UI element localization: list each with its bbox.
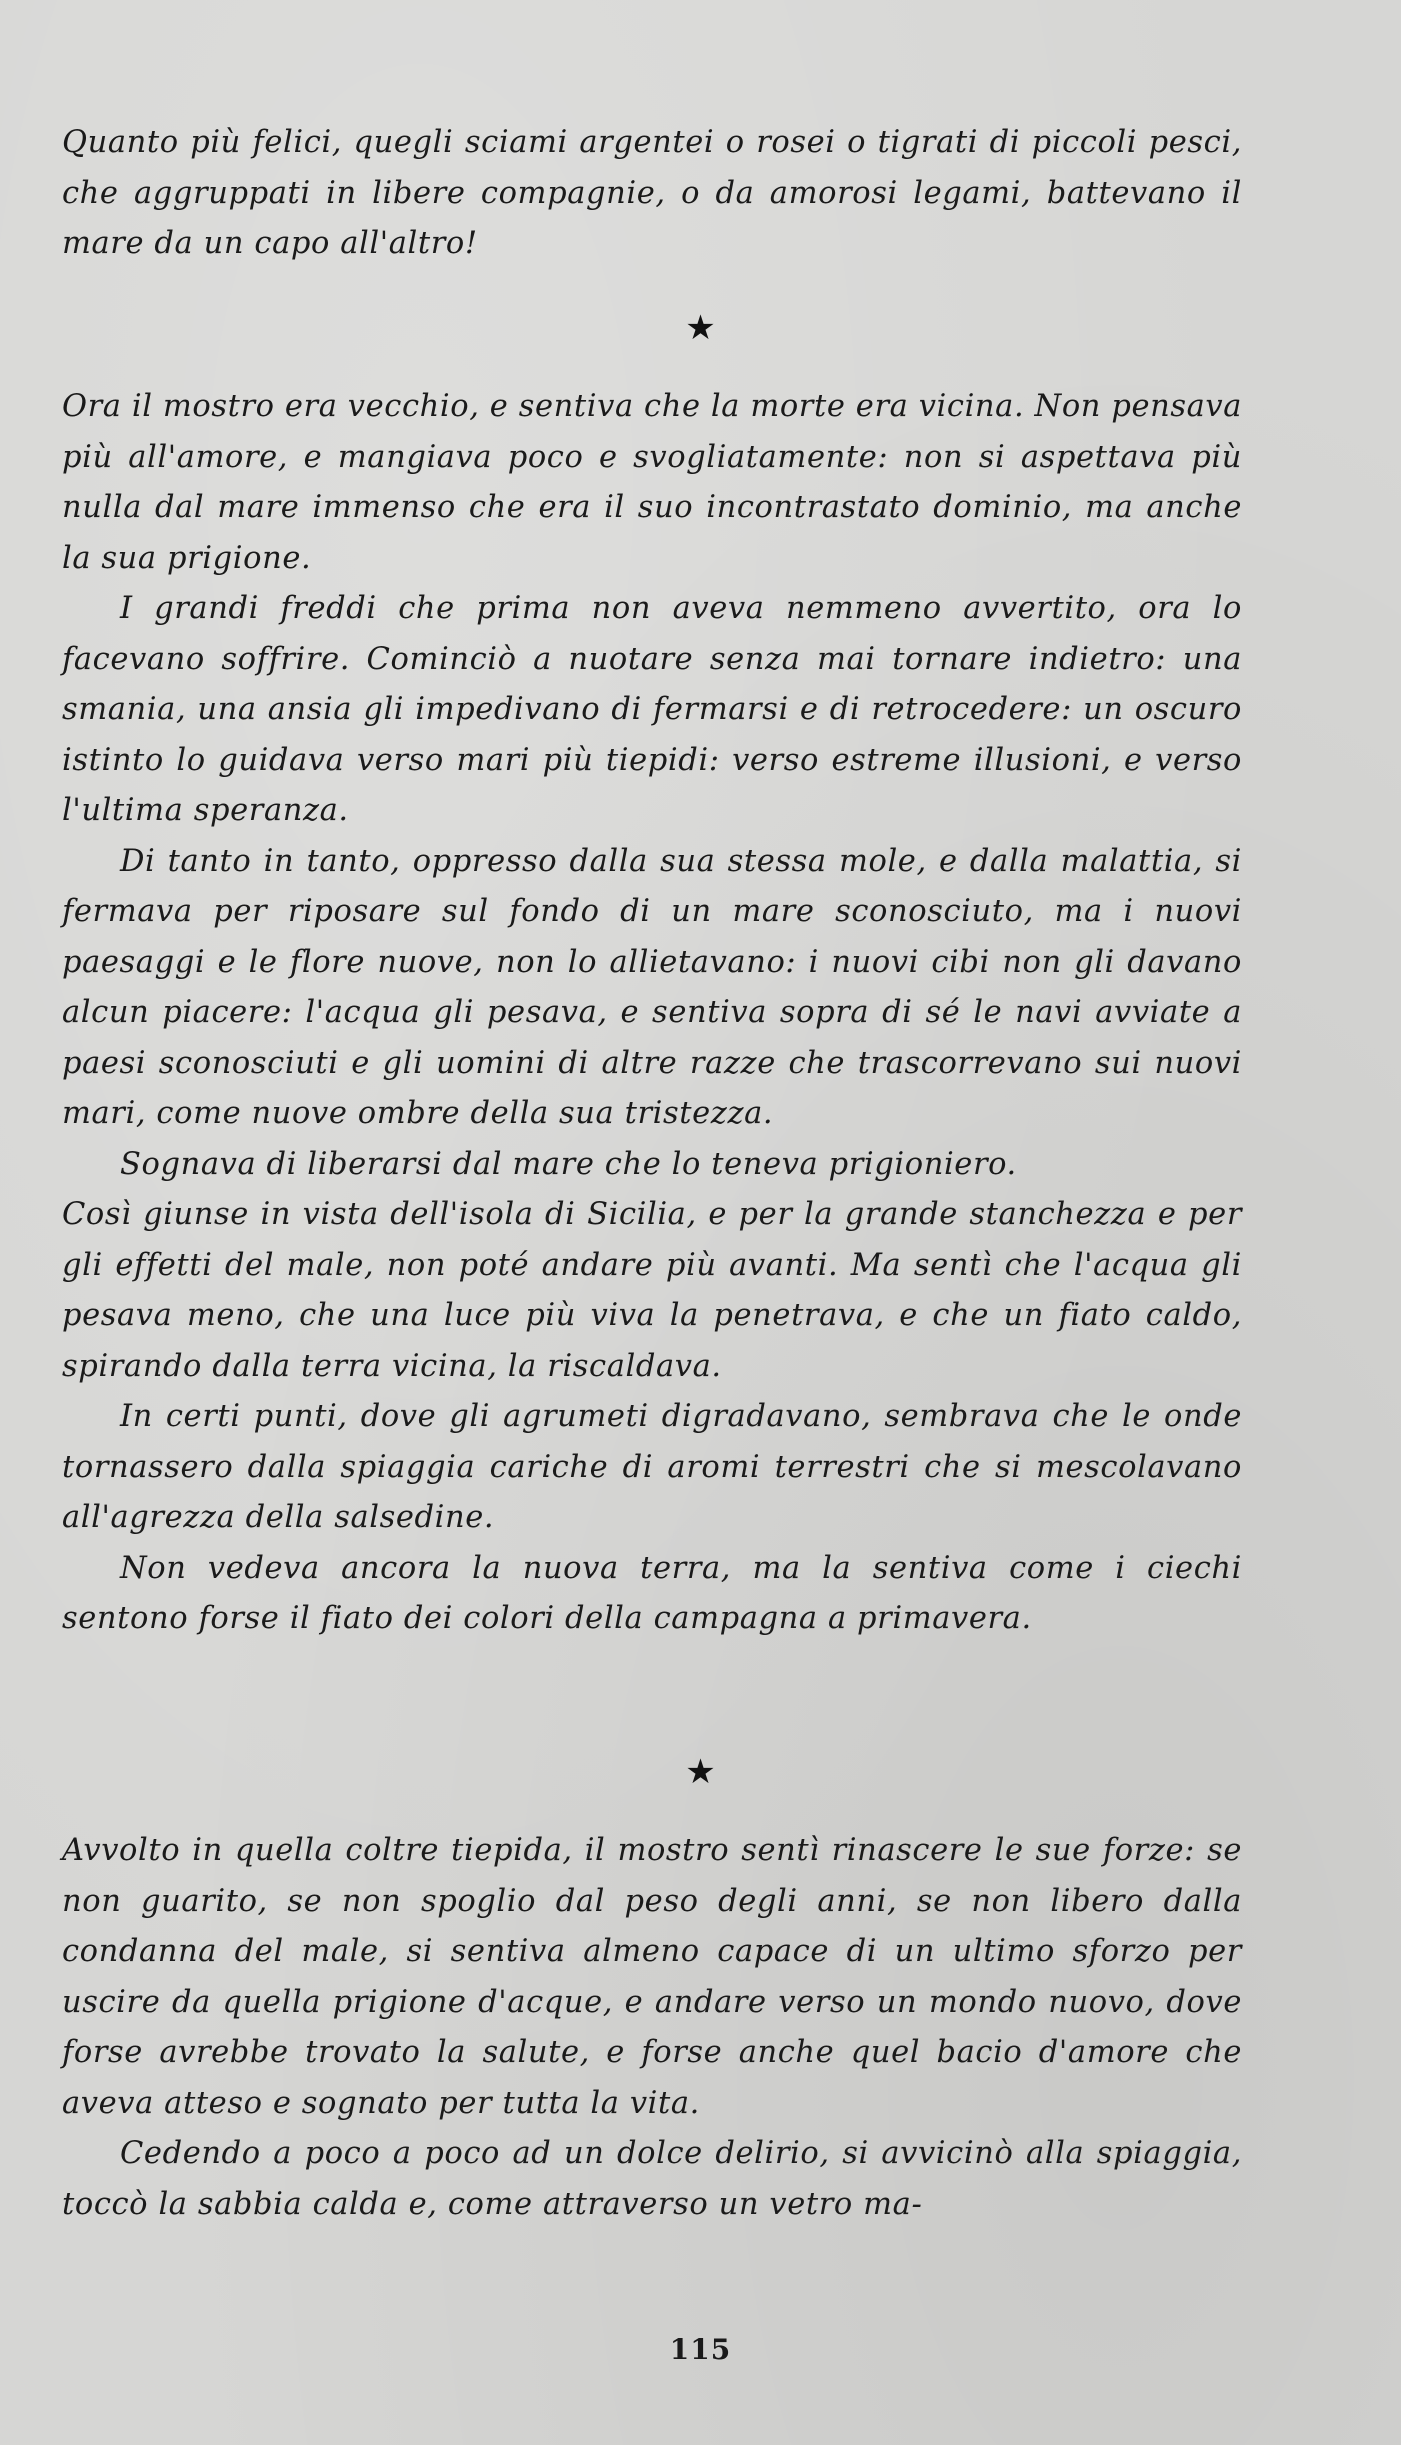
section-separator-star-icon: ★ bbox=[685, 1752, 716, 1792]
paragraph: Cedendo a poco a poco ad un dolce delirio, si avvicinò alla spiaggia, toccò la sabbia calda e, come attraverso un vetro ma- bbox=[62, 2136, 1242, 2222]
paragraph: Non vedeva ancora la nuova terra, ma la sentiva come i ciechi sentono forse il fiato dei colori della campagna a primavera. bbox=[62, 1550, 1242, 1636]
paragraph: Ora il mostro era vecchio, e sentiva che la morte era vicina. Non pensava più all'amore, e mangiava poco e svogliatamente: non si aspettava più nulla dal mare immenso che era il suo incontrastato dominio, ma anche la sua prigione. bbox=[62, 389, 1242, 576]
section-separator-star-icon: ★ bbox=[685, 308, 716, 348]
intro-text-block bbox=[62, 118, 1242, 270]
paragraph: Sognava di liberarsi dal mare che lo teneva prigioniero. bbox=[120, 1146, 1017, 1182]
paragraph: In certi punti, dove gli agrumeti digradavano, sembrava che le onde tornassero dalla spiaggia cariche di aromi terrestri che si mescolavano all'agrezza della salsedine. bbox=[62, 1399, 1242, 1535]
section-2-text-block bbox=[62, 382, 1242, 1645]
page-number: 115 bbox=[669, 2333, 732, 2366]
section-3-text-block bbox=[62, 1826, 1242, 2230]
paragraph: Quanto più felici, quegli sciami argentei o rosei o tigrati di piccoli pesci, che aggruppati in libere compagnie, o da amorosi legami, battevano il mare da un capo all'altro! bbox=[62, 125, 1242, 261]
paragraph: I grandi freddi che prima non aveva nemmeno avvertito, ora lo facevano soffrire. Cominciò a nuotare senza mai tornare indietro: una smania, una ansia gli impedivano di fermarsi e di retrocedere: un oscuro istinto lo guidava verso mari più tiepidi: verso estreme illusioni, e verso l'ultima speranza. bbox=[62, 591, 1242, 828]
paragraph: Di tanto in tanto, oppresso dalla sua stessa mole, e dalla malattia, si fermava per riposare sul fondo di un mare sconosciuto, ma i nuovi paesaggi e le flore nuove, non lo allietavano: i nuovi cibi non gli davano alcun piacere: l'acqua gli pesava, e sentiva sopra di sé le navi avviate a paesi sconosciuti e gli uomini di altre razze che trascorrevano sui nuovi mari, come nuove ombre della sua tristezza. bbox=[62, 843, 1242, 1131]
paragraph: Così giunse in vista dell'isola di Sicilia, e per la grande stanchezza e per gli effetti del male, non poté andare più avanti. Ma sentì che l'acqua gli pesava meno, che una luce più viva la penetrava, e che un fiato caldo, spirando dalla terra vicina, la riscaldava. bbox=[62, 1197, 1242, 1384]
paragraph: Avvolto in quella coltre tiepida, il mostro sentì rinascere le sue forze: se non guarito, se non spoglio dal peso degli anni, se non libero dalla condanna del male, si sentiva almeno capace di un ultimo sforzo per uscire da quella prigione d'acque, e andare verso un mondo nuovo, dove forse avrebbe trovato la salute, e forse anche quel bacio d'amore che aveva atteso e sognato per tutta la vita. bbox=[62, 1833, 1242, 2121]
